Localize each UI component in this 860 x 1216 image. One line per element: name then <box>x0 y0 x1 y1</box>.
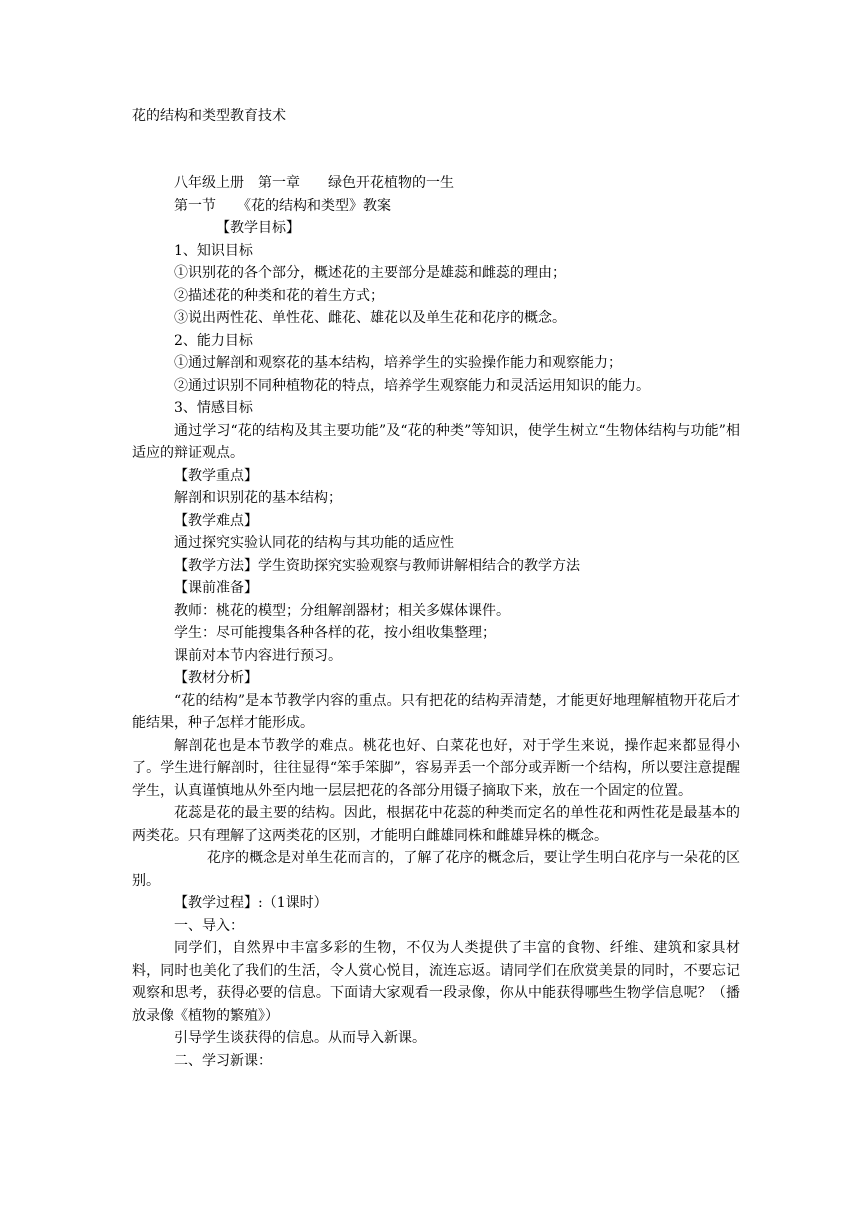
header-line-section: 第一节 《花的结构和类型》教案 <box>174 197 391 214</box>
header-line-grade: 八年级上册 第一章 绿色开花植物的一生 <box>174 175 454 191</box>
guide-text: 引导学生谈获得的信息。从而导入新课。 <box>174 1030 426 1046</box>
document-body <box>132 172 740 1072</box>
ability-item: ②通过识别不同种植物花的特点，培养学生观察能力和灵活运用知识的能力。 <box>174 377 650 394</box>
intro-heading: 一、导入： <box>174 917 244 934</box>
difficulty-heading: 【教学难点】 <box>174 512 258 529</box>
prep-heading: 【课前准备】 <box>174 580 258 596</box>
ability-heading: 2、能力目标 <box>174 332 253 349</box>
knowledge-item: ①识别花的各个部分，概述花的主要部分是雄蕊和雌蕊的理由； <box>174 265 566 281</box>
knowledge-heading: 1、知识目标 <box>174 242 253 259</box>
prep-preview: 课前对本节内容进行预习。 <box>174 647 342 664</box>
process-heading: 【教学过程】:（1课时） <box>174 895 328 911</box>
prep-teacher: 教师：桃花的模型；分组解剖器材；相关多媒体课件。 <box>174 602 510 619</box>
analysis-paragraph: 解剖花也是本节教学的难点。桃花也好、白菜花也好，对于学生来说，操作起来都显得小了。学生进行解剖时，往往显得“笨手笨脚”，容易弄丢一个部分或弄断一个结构，所以要注意提醒学生，认真谨慎地从外至内地一层层把花的各部分用镊子摘取下来，放在一个固定的位置。 <box>132 737 740 799</box>
knowledge-item: ③说出两性花、单性花、雌花、雄花以及单生花和花序的概念。 <box>174 310 566 326</box>
new-lesson-heading: 二、学习新课： <box>174 1052 272 1069</box>
analysis-paragraph: “花的结构”是本节教学内容的重点。只有把花的结构弄清楚，才能更好地理解植物开花后才能结果，种子怎样才能形成。 <box>132 692 740 731</box>
analysis-paragraph: 花蕊是花的最主要的结构。因此，根据花中花蕊的种类而定名的单性花和两性花是最基本的两类花。只有理解了这两类花的区别，才能明白雌雄同株和雌雄异株的概念。 <box>132 805 740 844</box>
key-point-text: 解剖和识别花的基本结构； <box>174 490 342 506</box>
emotion-paragraph: 通过学习“花的结构及其主要功能”及“花的种类”等知识，使学生树立“生物体结构与功能”相适应的辩证观点。 <box>132 422 740 461</box>
method-line: 【教学方法】学生资助探究实验观察与教师讲解相结合的教学方法 <box>174 557 580 574</box>
emotion-heading: 3、情感目标 <box>174 400 253 416</box>
ability-item: ①通过解剖和观察花的基本结构，培养学生的实验操作能力和观察能力； <box>174 355 622 371</box>
knowledge-item: ②描述花的种类和花的着生方式； <box>174 287 384 304</box>
analysis-heading: 【教材分析】 <box>174 670 258 686</box>
inflorescence-paragraph: 花序的概念是对单生花而言的，了解了花序的概念后，要让学生明白花序与一朵花的区别。 <box>132 850 740 889</box>
key-point-heading: 【教学重点】 <box>174 467 258 484</box>
difficulty-text: 通过探究实验认同花的结构与其功能的适应性 <box>174 535 454 551</box>
intro-paragraph: 同学们，自然界中丰富多彩的生物，不仅为人类提供了丰富的食物、纤维、建筑和家具材料，同时也美化了我们的生活，令人赏心悦目，流连忘返。请同学们在欣赏美景的同时，不要忘记观察和思考，获得必要的信息。下面请大家观看一段录像，你从中能获得哪些生物学信息呢？（播放录像《植物的繁殖》） <box>132 940 740 1024</box>
document-title: 花的结构和类型教育技术 <box>132 108 286 124</box>
prep-student: 学生：尽可能搜集各种各样的花，按小组收集整理； <box>174 625 496 641</box>
objectives-heading: 【教学目标】 <box>216 220 300 236</box>
